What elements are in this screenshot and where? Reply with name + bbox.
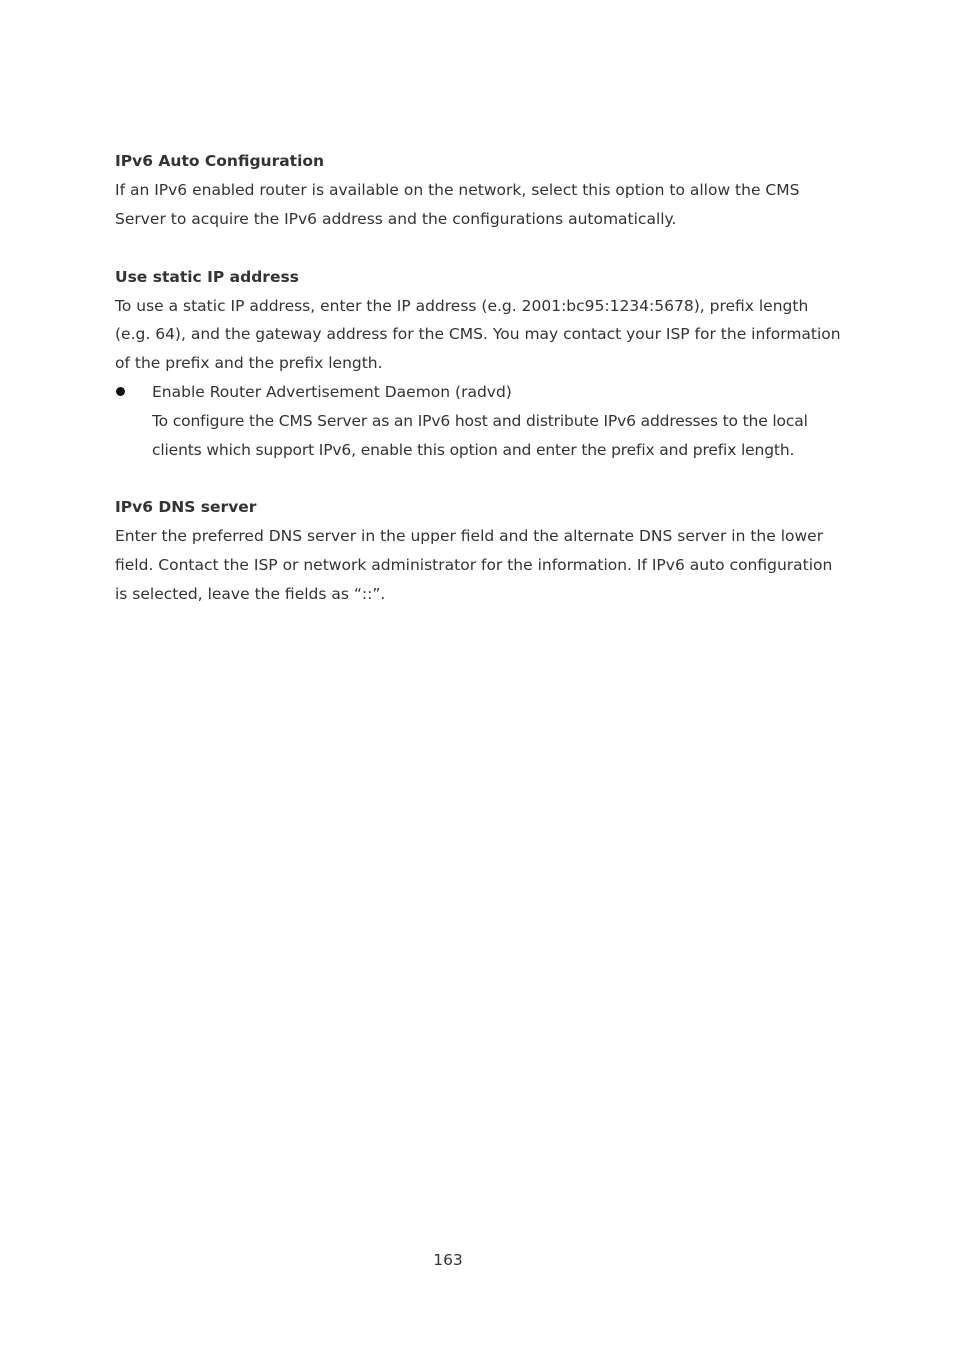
section-ipv6-auto-configuration [115,147,845,234]
bullet-description: To configure the CMS Server as an IPv6 host and distribute IPv6 addresses to the local clients which support IPv6, enable this option and enter the prefix and prefix length. [152,411,808,459]
section-paragraph: To use a static IP address, enter the IP address (e.g. 2001:bc95:1234:5678), prefix length (e.g. 64), and the gateway address for the CMS. You may contact your ISP for the information of the prefix and the prefix length. [115,296,841,373]
section-use-static-ip-address [115,263,845,465]
page-number: 163 [433,1251,463,1269]
section-heading: Use static IP address [115,267,299,286]
bullet-title: Enable Router Advertisement Daemon (radvd) [152,382,512,401]
section-paragraph: Enter the preferred DNS server in the upper field and the alternate DNS server in the lower field. Contact the ISP or network administrator for the information. If IPv6 auto configuration is selected, leave the fields as “::”. [115,527,833,603]
section-heading: IPv6 DNS server [115,498,257,517]
document-body [115,147,845,609]
bullet-item-radvd [115,378,845,464]
section-heading: IPv6 Auto Configuration [115,152,325,170]
section-paragraph: If an IPv6 enabled router is available on the network, select this option to allow the CMS Server to acquire the IPv6 address and the configurations automatically. [115,181,800,228]
section-ipv6-dns-server [115,493,845,608]
bullet-dot-icon [116,387,125,396]
